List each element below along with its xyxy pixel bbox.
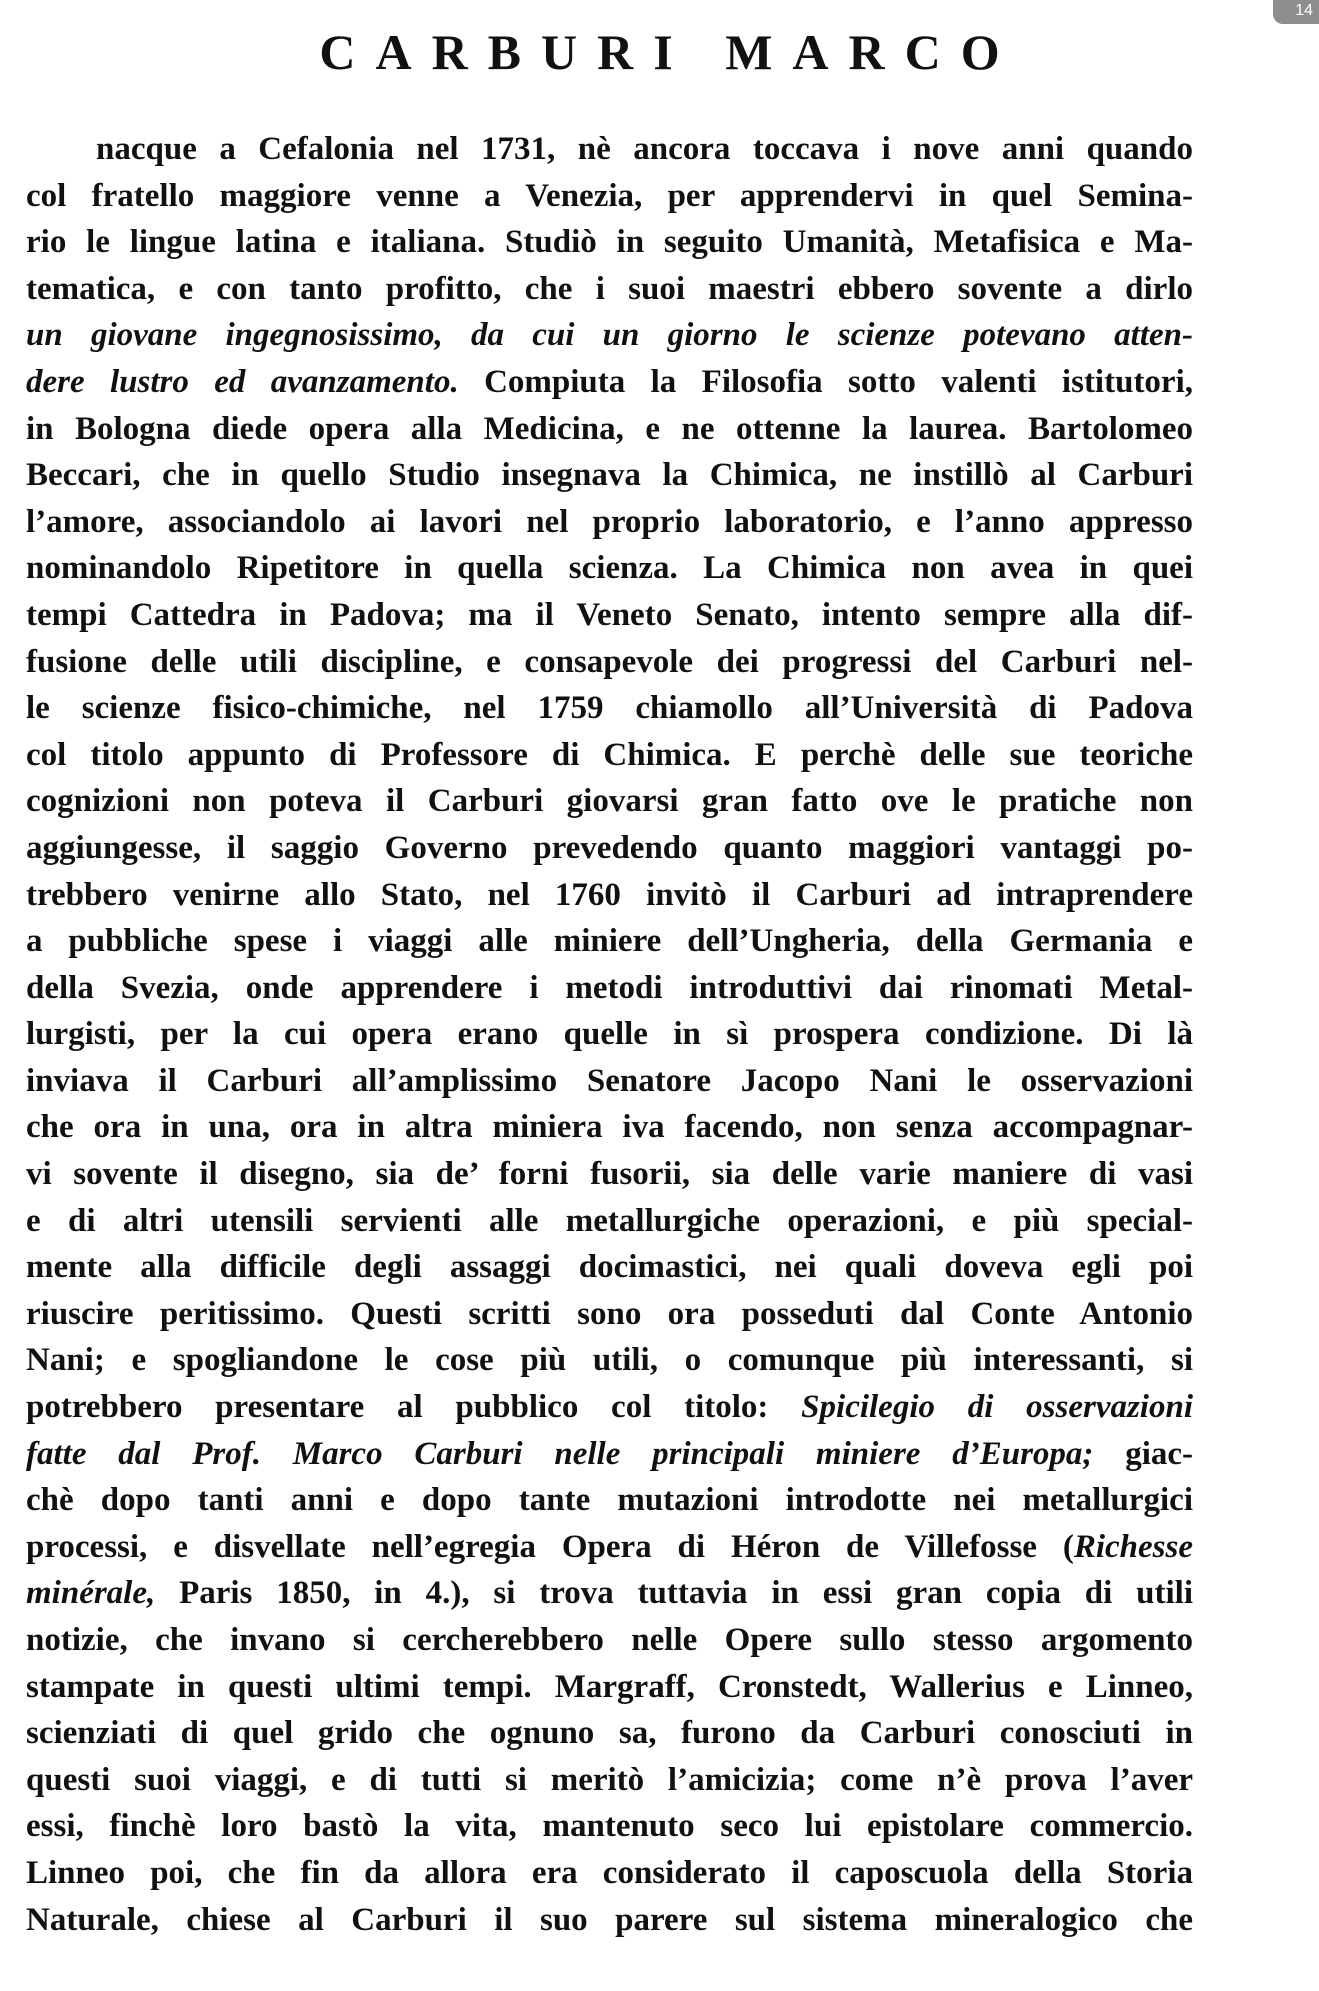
text-line [26, 406, 1193, 453]
text-line [26, 1291, 1193, 1338]
text-line [26, 685, 1193, 732]
text-line [26, 266, 1193, 313]
text-span: Compiuta la Filosofia sotto valenti istitutori, [458, 363, 1193, 400]
text-span: Nani; e spogliandone le cose più utili, o comunque più interessanti, si [26, 1342, 1193, 1379]
text-line [26, 1384, 1193, 1431]
text-span: le scienze fisico-chimiche, nel 1759 chiamollo all’Università di Padova [26, 690, 1193, 727]
italic-text-span: Spicilegio di osservazioni [801, 1389, 1193, 1426]
text-line [26, 173, 1193, 220]
text-line [26, 312, 1193, 359]
text-line [26, 872, 1193, 919]
text-line [26, 126, 1193, 173]
text-line [26, 965, 1193, 1012]
text-line [26, 639, 1193, 686]
text-span: che ora in una, ora in altra miniera iva facendo, non senza accompagnar- [26, 1109, 1193, 1146]
text-line [26, 918, 1193, 965]
italic-text-span: fatte dal Prof. Marco Carburi nelle principali miniere d’Europa; [26, 1435, 1094, 1472]
text-span: Beccari, che in quello Studio insegnava la Chimica, ne instillò al Carburi [26, 457, 1193, 494]
text-span: stampate in questi ultimi tempi. Margraff, Cronstedt, Wallerius e Linneo, [26, 1668, 1193, 1705]
text-span: chè dopo tanti anni e dopo tante mutazioni introdotte nei metallurgici [26, 1482, 1193, 1519]
text-line [26, 1803, 1193, 1850]
page-number-tab: 14 [1273, 0, 1319, 24]
page-title: CARBURI MARCO [319, 24, 1020, 80]
text-span: mente alla difficile degli assaggi docimastici, nei quali doveva egli poi [26, 1249, 1193, 1286]
text-line [26, 732, 1193, 779]
text-line [26, 219, 1193, 266]
text-span: tempi Cattedra in Padova; ma il Veneto Senato, intento sempre alla dif- [26, 596, 1193, 633]
text-line [26, 1710, 1193, 1757]
text-line [26, 1011, 1193, 1058]
text-span: inviava il Carburi all’amplissimo Senatore Jacopo Nani le osservazioni [26, 1062, 1193, 1099]
text-line [26, 1337, 1193, 1384]
text-line [26, 1897, 1193, 1944]
text-span: e di altri utensili servienti alle metallurgiche operazioni, e più special- [26, 1202, 1193, 1239]
text-line [26, 1431, 1193, 1478]
text-span: nominandolo Ripetitore in quella scienza. La Chimica non avea in quei [26, 550, 1193, 587]
text-span: potrebbero presentare al pubblico col titolo: [26, 1389, 802, 1426]
text-line [26, 1104, 1193, 1151]
text-span: vi sovente il disegno, sia de’ forni fusorii, sia delle varie maniere di vasi [26, 1156, 1193, 1193]
text-span: Naturale, chiese al Carburi il suo parere sul sistema mineralogico che [26, 1901, 1193, 1938]
text-line [26, 1664, 1193, 1711]
text-span: giac- [1093, 1435, 1193, 1472]
text-line [26, 1570, 1193, 1617]
body-text [26, 126, 1193, 1943]
text-span: riuscire peritissimo. Questi scritti sono ora posseduti dal Conte Antonio [26, 1295, 1193, 1332]
text-span: essi, finchè loro bastò la vita, mantenuto seco lui epistolare commercio. [26, 1808, 1193, 1845]
text-line [26, 1477, 1193, 1524]
text-span: in Bologna diede opera alla Medicina, e ne ottenne la laurea. Bartolomeo [26, 410, 1193, 447]
text-line [26, 1850, 1193, 1897]
text-line [26, 359, 1193, 406]
text-line [26, 1244, 1193, 1291]
text-span: col fratello maggiore venne a Venezia, per apprendervi in quel Semina- [26, 177, 1193, 214]
text-line [26, 1524, 1193, 1571]
text-line [26, 1617, 1193, 1664]
text-span: processi, e disvellate nell’egregia Opera di Héron de Villefosse ( [26, 1528, 1074, 1565]
text-span: tematica, e con tanto profitto, che i suoi maestri ebbero sovente a dirlo [26, 270, 1193, 307]
text-span: Linneo poi, che fin da allora era considerato il caposcuola della Storia [26, 1854, 1193, 1891]
text-span: notizie, che invano si cercherebbero nelle Opere sullo stesso argomento [26, 1622, 1193, 1658]
text-line [26, 1757, 1193, 1804]
text-span: col titolo appunto di Professore di Chimica. E perchè delle sue teoriche [26, 736, 1193, 773]
text-span: l’amore, associandolo ai lavori nel proprio laboratorio, e l’anno appresso [26, 503, 1193, 540]
text-span: lurgisti, per la cui opera erano quelle in sì prospera condizione. Di là [26, 1016, 1193, 1053]
text-span: della Svezia, onde apprendere i metodi introduttivi dai rinomati Metal- [26, 969, 1193, 1006]
text-span: nacque a Cefalonia nel 1731, nè ancora toccava i nove anni quando [96, 131, 1193, 167]
text-span: scienziati di quel grido che ognuno sa, furono da Carburi conosciuti in [26, 1715, 1193, 1752]
italic-text-span: dere lustro ed avanzamento. [26, 363, 459, 400]
italic-text-span: Richesse [1073, 1528, 1193, 1565]
text-line [26, 1151, 1193, 1198]
text-span: fusione delle utili discipline, e consapevole dei progressi del Carburi nel- [26, 643, 1193, 680]
text-line [26, 499, 1193, 546]
text-span: cognizioni non poteva il Carburi giovarsi gran fatto ove le pratiche non [26, 783, 1193, 820]
text-line [26, 1198, 1193, 1245]
text-line [26, 452, 1193, 499]
text-span: aggiungesse, il saggio Governo prevedendo quanto maggiori vantaggi po- [26, 829, 1193, 866]
text-line [26, 778, 1193, 825]
text-line [26, 592, 1193, 639]
text-line [26, 545, 1193, 592]
text-span: Paris 1850, in 4.), si trova tuttavia in essi gran copia di utili [155, 1575, 1193, 1612]
italic-text-span: minérale, [26, 1575, 156, 1612]
italic-text-span: un giovane ingegnosissimo, da cui un giorno le scienze potevano atten- [26, 317, 1193, 354]
text-span: rio le lingue latina e italiana. Studiò in seguito Umanità, Metafisica e Ma- [26, 224, 1193, 261]
text-span: trebbero venirne allo Stato, nel 1760 invitò il Carburi ad intraprendere [26, 876, 1193, 913]
text-span: a pubbliche spese i viaggi alle miniere dell’Ungheria, della Germania e [26, 923, 1193, 960]
text-line [26, 1058, 1193, 1105]
text-line [26, 825, 1193, 872]
text-span: questi suoi viaggi, e di tutti si meritò l’amicizia; come n’è prova l’aver [26, 1761, 1193, 1798]
